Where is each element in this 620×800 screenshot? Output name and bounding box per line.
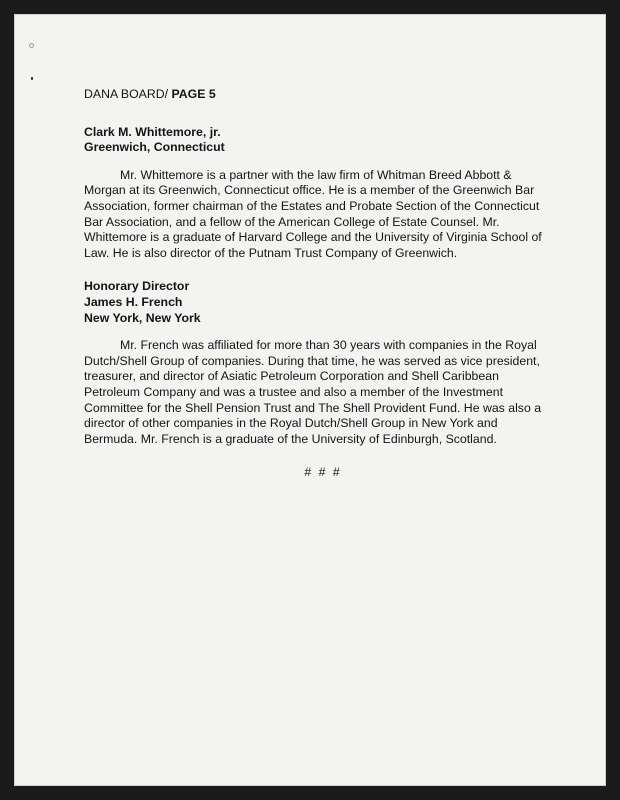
header-title: DANA BOARD/	[84, 87, 169, 101]
bio-role: Honorary Director	[84, 279, 190, 294]
bio-whittemore	[84, 125, 554, 262]
page-content	[84, 87, 554, 481]
bio-location: New York, New York	[84, 310, 201, 325]
bio-french	[84, 279, 554, 447]
page-header	[84, 87, 554, 103]
document-page	[14, 14, 606, 786]
bio-name: Clark M. Whittemore, jr.	[84, 124, 221, 139]
bio-location: Greenwich, Connecticut	[84, 140, 225, 155]
end-of-release-mark: # # #	[304, 465, 342, 480]
bio-paragraph: Mr. Whittemore is a partner with the law firm of Whitman Breed Abbott & Morgan at its Greenwich, Connecticut office. He is a member of the Greenwich Bar Association, former chairman of the Estates and Probate Section of the Connecticut Bar Association, and a fellow of the American College of Estate Counsel. Mr. Whittemore is a graduate of Harvard College and the University of Virginia School of Law. He is also director of the Putnam Trust Company of Greenwich.	[84, 167, 542, 260]
bio-name: James H. French	[84, 294, 183, 309]
paper-hole-mark	[29, 43, 34, 48]
ink-speck	[31, 77, 33, 80]
header-page-number: PAGE 5	[171, 87, 216, 101]
bio-paragraph: Mr. French was affiliated for more than 30 years with companies in the Royal Dutch/Shell Group of companies. During that time, he was served as vice president, treasurer, and director of Asiatic Petroleum Corporation and Shell Caribbean Petroleum Company and was a trustee and also a member of the Investment Committee for the Shell Pension Trust and The Shell Provident Fund. He was also a director of other companies in the Royal Dutch/Shell Group in New York and Bermuda. Mr. French is a graduate of the University of Edinburgh, Scotland.	[84, 338, 542, 446]
